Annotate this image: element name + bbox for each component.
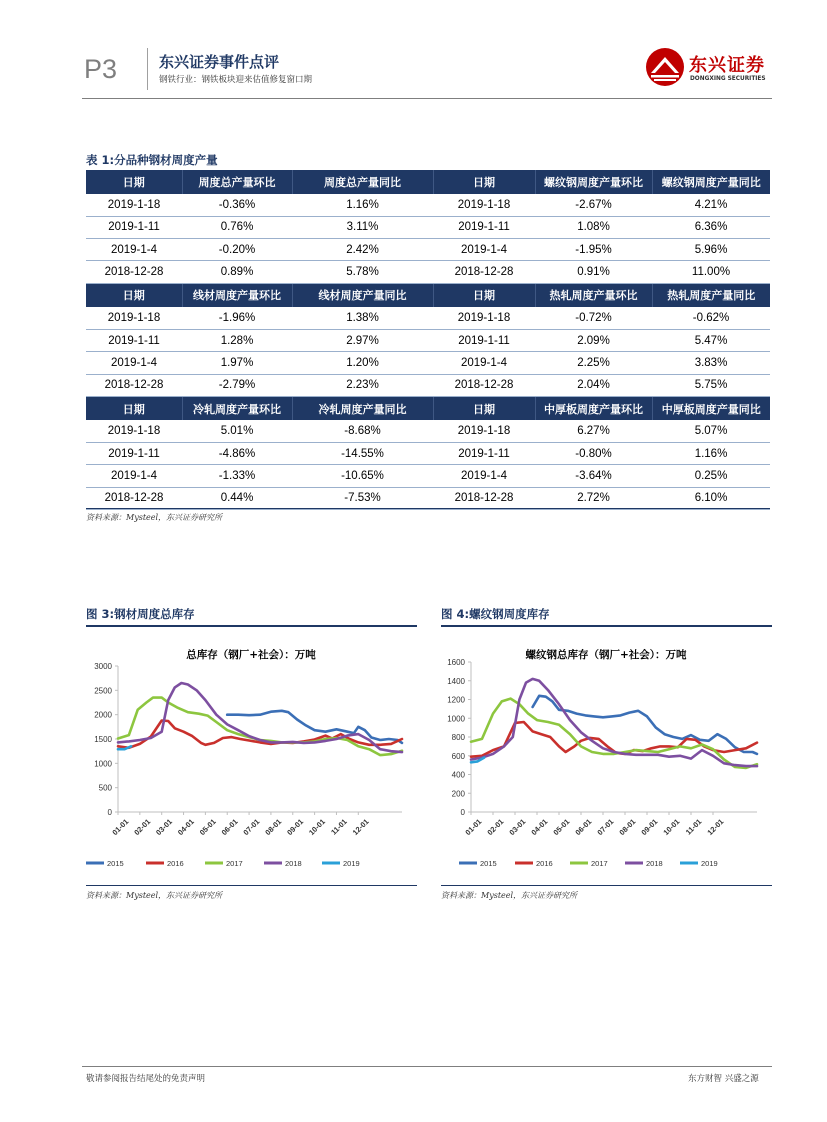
x-tick-label: 09-01 bbox=[639, 817, 660, 837]
table-header-cell: 日期 bbox=[86, 170, 182, 194]
x-tick-label: 11-01 bbox=[683, 817, 704, 837]
legend-label-2019: 2019 bbox=[701, 859, 718, 868]
table-cell: 2019-1-18 bbox=[433, 420, 535, 442]
figure-4-source: 资料来源：Mysteel，东兴证券研究所 bbox=[441, 891, 578, 900]
table-cell: 6.10% bbox=[652, 487, 770, 509]
table-cell: 1.08% bbox=[535, 216, 652, 238]
chart-title: 螺纹钢总库存（钢厂+社会）：万吨 bbox=[525, 649, 687, 661]
y-tick-label: 2000 bbox=[94, 710, 112, 720]
x-tick-label: 01-01 bbox=[463, 817, 484, 837]
table-row bbox=[86, 307, 770, 329]
table-cell: 2019-1-11 bbox=[86, 443, 182, 465]
x-tick-label: 12-01 bbox=[350, 817, 371, 837]
production-table bbox=[86, 170, 770, 510]
table-cell: 2019-1-4 bbox=[86, 465, 182, 487]
table-cell: 2.25% bbox=[535, 352, 652, 374]
x-tick-label: 06-01 bbox=[219, 817, 240, 837]
chart-total-inventory bbox=[86, 627, 417, 883]
table-cell: -4.86% bbox=[182, 443, 292, 465]
table-cell: 1.97% bbox=[182, 352, 292, 374]
header-rule bbox=[82, 98, 772, 99]
table-header-cell: 日期 bbox=[433, 396, 535, 420]
table-cell: 2019-1-11 bbox=[433, 443, 535, 465]
x-tick-label: 02-01 bbox=[485, 817, 506, 837]
y-tick-label: 600 bbox=[451, 751, 465, 761]
table-header-cell: 螺纹钢周度产量环比 bbox=[535, 170, 652, 194]
y-tick-label: 800 bbox=[451, 733, 465, 742]
legend-label-2015: 2015 bbox=[480, 859, 497, 868]
x-tick-label: 03-01 bbox=[154, 817, 175, 837]
table-cell: 1.16% bbox=[292, 194, 433, 216]
table-row bbox=[86, 443, 770, 465]
x-tick-label: 10-01 bbox=[661, 817, 682, 837]
table-cell: 2019-1-11 bbox=[86, 216, 182, 238]
report-type: 东兴证券事件点评 bbox=[159, 53, 280, 71]
table-header-cell: 日期 bbox=[433, 170, 535, 194]
legend-label-2016: 2016 bbox=[167, 859, 184, 868]
table-cell: 5.47% bbox=[652, 329, 770, 351]
footer-disclaimer: 敬请参阅报告结尾处的免责声明 bbox=[86, 1074, 206, 1084]
table-cell: 2019-1-11 bbox=[433, 216, 535, 238]
table-cell: -1.95% bbox=[535, 239, 652, 261]
y-tick-label: 500 bbox=[98, 783, 112, 793]
figure-4-title: 图 4:螺纹钢周度库存 bbox=[441, 607, 550, 621]
figure-3-title: 图 3:钢材周度总库存 bbox=[86, 607, 195, 621]
x-tick-label: 04-01 bbox=[175, 817, 196, 837]
legend-label-2015: 2015 bbox=[107, 859, 124, 868]
footer-slogan: 东方财智 兴盛之源 bbox=[688, 1074, 759, 1084]
table-cell: 1.28% bbox=[182, 329, 292, 351]
figure-4-bottom-rule bbox=[441, 885, 772, 886]
x-tick-label: 03-01 bbox=[507, 817, 528, 837]
legend-label-2016: 2016 bbox=[536, 859, 553, 868]
table-cell: 5.75% bbox=[652, 374, 770, 396]
table-cell: 2018-12-28 bbox=[433, 487, 535, 509]
figure-3-chart bbox=[86, 627, 417, 883]
table-cell: 4.21% bbox=[652, 194, 770, 216]
table-header-row bbox=[86, 396, 770, 420]
table-cell: 2019-1-4 bbox=[433, 352, 535, 374]
table-cell: 2.42% bbox=[292, 239, 433, 261]
table-cell: 2019-1-4 bbox=[86, 352, 182, 374]
table-cell: -10.65% bbox=[292, 465, 433, 487]
logo-en-text: DONGXING SECURITIES bbox=[690, 76, 766, 82]
x-tick-label: 09-01 bbox=[285, 817, 306, 837]
table-cell: 2019-1-11 bbox=[86, 329, 182, 351]
table-row bbox=[86, 216, 770, 238]
x-tick-label: 04-01 bbox=[529, 817, 550, 837]
table-cell: 2019-1-18 bbox=[433, 194, 535, 216]
table-header-row bbox=[86, 170, 770, 194]
x-tick-label: 10-01 bbox=[307, 817, 327, 837]
table-cell: 3.83% bbox=[652, 352, 770, 374]
table-cell: 2.23% bbox=[292, 374, 433, 396]
series-line-2015 bbox=[533, 696, 757, 754]
y-tick-label: 0 bbox=[460, 808, 465, 817]
x-tick-label: 01-01 bbox=[110, 817, 131, 837]
table-header-cell: 螺纹钢周度产量同比 bbox=[652, 170, 770, 194]
y-tick-label: 3000 bbox=[94, 662, 112, 671]
table-cell: 11.00% bbox=[652, 261, 770, 283]
table-row bbox=[86, 465, 770, 487]
y-tick-label: 1200 bbox=[447, 695, 465, 705]
table-header-cell: 中厚板周度产量同比 bbox=[652, 396, 770, 420]
legend-label-2018: 2018 bbox=[646, 859, 663, 868]
y-tick-label: 1000 bbox=[447, 714, 465, 724]
table-cell: -0.36% bbox=[182, 194, 292, 216]
y-tick-label: 1500 bbox=[94, 735, 112, 744]
table-cell: -0.62% bbox=[652, 307, 770, 329]
x-tick-label: 02-01 bbox=[132, 817, 153, 837]
table-header-cell: 日期 bbox=[86, 396, 182, 420]
y-tick-label: 1000 bbox=[94, 759, 112, 769]
page-number: P3 bbox=[84, 54, 118, 84]
table-row bbox=[86, 352, 770, 374]
x-tick-label: 07-01 bbox=[595, 817, 616, 837]
table-cell: 1.20% bbox=[292, 352, 433, 374]
y-tick-label: 2500 bbox=[94, 686, 112, 696]
table-cell: 2018-12-28 bbox=[433, 261, 535, 283]
table-header-cell: 冷轧周度产量同比 bbox=[292, 396, 433, 420]
x-tick-label: 11-01 bbox=[329, 817, 349, 837]
table-cell: 0.89% bbox=[182, 261, 292, 283]
table-cell: -7.53% bbox=[292, 487, 433, 509]
table-cell: 6.27% bbox=[535, 420, 652, 442]
table-cell: 2019-1-4 bbox=[86, 239, 182, 261]
table-cell: 2018-12-28 bbox=[433, 374, 535, 396]
table-title: 表 1:分品种钢材周度产量 bbox=[86, 153, 218, 167]
table-header-cell: 冷轧周度产量环比 bbox=[182, 396, 292, 420]
table-cell: -0.20% bbox=[182, 239, 292, 261]
table-cell: 2018-12-28 bbox=[86, 374, 182, 396]
figure-4-chart bbox=[441, 627, 772, 883]
table-cell: 1.16% bbox=[652, 443, 770, 465]
company-logo bbox=[645, 47, 775, 89]
table-source: 资料来源：Mysteel，东兴证券研究所 bbox=[86, 513, 223, 522]
table-header-cell: 中厚板周度产量环比 bbox=[535, 396, 652, 420]
x-tick-label: 07-01 bbox=[241, 817, 262, 837]
table-cell: 0.44% bbox=[182, 487, 292, 509]
chart-title: 总库存（钢厂+社会）：万吨 bbox=[186, 649, 316, 661]
legend-label-2017: 2017 bbox=[591, 859, 608, 868]
x-tick-label: 12-01 bbox=[705, 817, 726, 837]
table-cell: 2019-1-4 bbox=[433, 239, 535, 261]
legend-label-2019: 2019 bbox=[343, 859, 360, 868]
page-header bbox=[0, 0, 827, 110]
header-separator bbox=[147, 48, 148, 90]
y-tick-label: 200 bbox=[451, 789, 465, 799]
table-cell: 2019-1-18 bbox=[433, 307, 535, 329]
table-row bbox=[86, 487, 770, 509]
x-tick-label: 05-01 bbox=[197, 817, 218, 837]
table-row bbox=[86, 194, 770, 216]
table-cell: 2018-12-28 bbox=[86, 261, 182, 283]
table-header-cell: 周度总产量同比 bbox=[292, 170, 433, 194]
table-row bbox=[86, 420, 770, 442]
table-cell: 6.36% bbox=[652, 216, 770, 238]
table-header-cell: 线材周度产量同比 bbox=[292, 283, 433, 307]
table-header-cell: 日期 bbox=[433, 283, 535, 307]
table-cell: 2019-1-11 bbox=[433, 329, 535, 351]
table-cell: 5.07% bbox=[652, 420, 770, 442]
table-cell: 2018-12-28 bbox=[86, 487, 182, 509]
chart-rebar-inventory bbox=[441, 627, 772, 883]
table-cell: 3.11% bbox=[292, 216, 433, 238]
table-row bbox=[86, 239, 770, 261]
table-cell: 2019-1-4 bbox=[433, 465, 535, 487]
table-cell: -1.33% bbox=[182, 465, 292, 487]
table-cell: 2019-1-18 bbox=[86, 420, 182, 442]
table-cell: -2.67% bbox=[535, 194, 652, 216]
table-cell: -8.68% bbox=[292, 420, 433, 442]
table-cell: 2.72% bbox=[535, 487, 652, 509]
table-cell: -0.72% bbox=[535, 307, 652, 329]
table-row bbox=[86, 261, 770, 283]
figure-3-bottom-rule bbox=[86, 885, 417, 886]
table-cell: 2.04% bbox=[535, 374, 652, 396]
logo-mark-icon bbox=[645, 47, 685, 87]
table-cell: 0.76% bbox=[182, 216, 292, 238]
y-tick-label: 1400 bbox=[447, 676, 465, 686]
x-tick-label: 05-01 bbox=[551, 817, 572, 837]
legend-label-2017: 2017 bbox=[226, 859, 243, 868]
logo-cn-text: 东兴证券 bbox=[689, 55, 765, 76]
table-cell: -2.79% bbox=[182, 374, 292, 396]
x-tick-label: 08-01 bbox=[263, 817, 284, 837]
y-tick-label: 0 bbox=[107, 808, 112, 817]
table-header-cell: 热轧周度产量同比 bbox=[652, 283, 770, 307]
table-cell: -3.64% bbox=[535, 465, 652, 487]
x-tick-label: 06-01 bbox=[573, 817, 594, 837]
table-cell: 2019-1-18 bbox=[86, 307, 182, 329]
table-cell: 5.01% bbox=[182, 420, 292, 442]
table-header-cell: 热轧周度产量环比 bbox=[535, 283, 652, 307]
table-row bbox=[86, 374, 770, 396]
table-cell: 0.91% bbox=[535, 261, 652, 283]
table-cell: 5.78% bbox=[292, 261, 433, 283]
table-header-row bbox=[86, 283, 770, 307]
table-cell: 2.97% bbox=[292, 329, 433, 351]
table-row bbox=[86, 329, 770, 351]
y-tick-label: 400 bbox=[451, 770, 465, 780]
table-cell: 0.25% bbox=[652, 465, 770, 487]
table-cell: -14.55% bbox=[292, 443, 433, 465]
x-tick-label: 08-01 bbox=[617, 817, 638, 837]
table-cell: 2019-1-18 bbox=[86, 194, 182, 216]
table-header-cell: 日期 bbox=[86, 283, 182, 307]
table-cell: -1.96% bbox=[182, 307, 292, 329]
table-header-cell: 周度总产量环比 bbox=[182, 170, 292, 194]
y-tick-label: 1600 bbox=[447, 658, 465, 667]
figure-3-source: 资料来源：Mysteel，东兴证券研究所 bbox=[86, 891, 223, 900]
table-cell: -0.80% bbox=[535, 443, 652, 465]
footer-rule bbox=[82, 1066, 772, 1067]
report-subtitle: 钢铁行业：钢铁板块迎来估值修复窗口期 bbox=[159, 75, 313, 85]
table-cell: 1.38% bbox=[292, 307, 433, 329]
table-header-cell: 线材周度产量环比 bbox=[182, 283, 292, 307]
table-cell: 2.09% bbox=[535, 329, 652, 351]
legend-label-2018: 2018 bbox=[285, 859, 302, 868]
table-cell: 5.96% bbox=[652, 239, 770, 261]
table-bottom-rule bbox=[86, 508, 770, 509]
